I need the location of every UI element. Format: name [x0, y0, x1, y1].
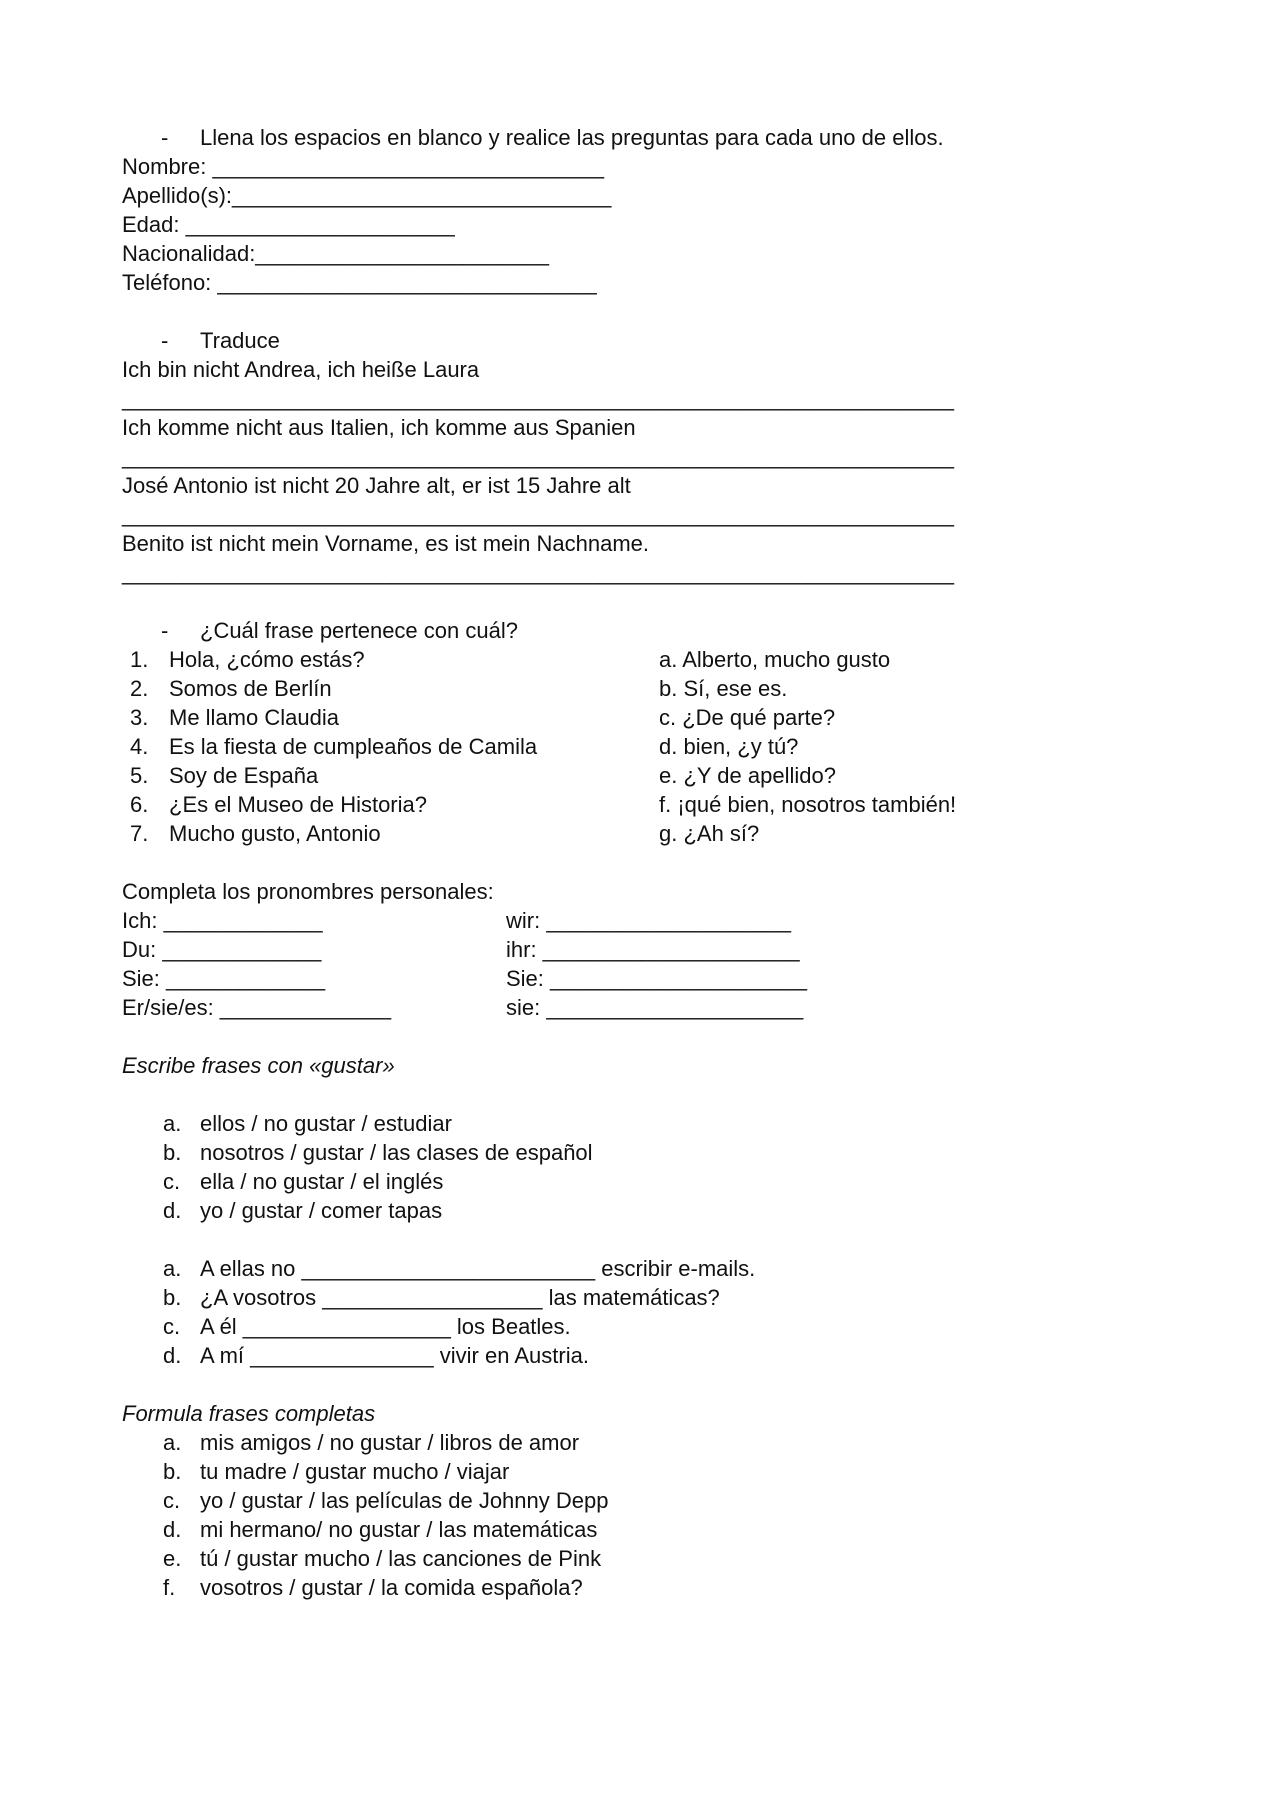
list-item: ella / no gustar / el inglés [200, 1169, 444, 1194]
section1-bullet: - [161, 125, 169, 150]
translate-sentence-3: José Antonio ist nicht 20 Jahre alt, er ist 15 Jahre alt [122, 473, 631, 498]
list-item: yo / gustar / comer tapas [200, 1198, 443, 1223]
list-letter: b. [163, 1140, 182, 1165]
list-letter: e. [163, 1546, 182, 1571]
match-left-item: Es la fiesta de cumpleaños de Camila [169, 734, 538, 759]
field-telefono: Teléfono: _______________________________ [122, 270, 597, 295]
list-item: ellos / no gustar / estudiar [200, 1111, 452, 1136]
section6-heading: Formula frases completas [122, 1401, 376, 1426]
list-letter: c. [163, 1314, 181, 1339]
list-item: tú / gustar mucho / las canciones de Pink [200, 1546, 602, 1571]
match-right-item: f. ¡qué bien, nosotros también! [659, 792, 957, 817]
section3-bullet: - [161, 618, 169, 643]
match-left-item: Me llamo Claudia [169, 705, 339, 730]
match-right-item: a. Alberto, mucho gusto [659, 647, 891, 672]
match-right-item: e. ¿Y de apellido? [659, 763, 836, 788]
section1-instruction: Llena los espacios en blanco y realice las preguntas para cada uno de ellos. [200, 125, 944, 150]
answer-line-3: ____________________________________________________________________ [122, 502, 955, 527]
list-item: A él _________________ los Beatles. [200, 1314, 571, 1339]
section2-bullet: - [161, 328, 169, 353]
field-nombre: Nombre: ________________________________ [122, 154, 605, 179]
match-left-item: Somos de Berlín [169, 676, 332, 701]
list-item: mi hermano/ no gustar / las matemáticas [200, 1517, 598, 1542]
translate-sentence-4: Benito ist nicht mein Vorname, es ist mein Nachname. [122, 531, 650, 556]
match-left-num: 7. [130, 821, 149, 846]
pronoun-left: Du: _____________ [122, 937, 322, 962]
list-letter: a. [163, 1430, 182, 1455]
list-item: tu madre / gustar mucho / viajar [200, 1459, 510, 1484]
list-item: A ellas no ________________________ escribir e-mails. [200, 1256, 756, 1281]
pronoun-left: Sie: _____________ [122, 966, 326, 991]
list-letter: d. [163, 1343, 182, 1368]
translate-sentence-2: Ich komme nicht aus Italien, ich komme aus Spanien [122, 415, 636, 440]
answer-line-1: ____________________________________________________________________ [122, 386, 955, 411]
list-letter: b. [163, 1285, 182, 1310]
list-letter: d. [163, 1517, 182, 1542]
pronoun-right: wir: ____________________ [506, 908, 792, 933]
match-left-num: 6. [130, 792, 149, 817]
match-left-item: Hola, ¿cómo estás? [169, 647, 365, 672]
translate-sentence-1: Ich bin nicht Andrea, ich heiße Laura [122, 357, 480, 382]
match-left-item: ¿Es el Museo de Historia? [169, 792, 427, 817]
section5-heading: Escribe frases con «gustar» [122, 1053, 395, 1078]
answer-line-4: ____________________________________________________________________ [122, 560, 955, 585]
list-letter: c. [163, 1488, 181, 1513]
section3-heading: ¿Cuál frase pertenece con cuál? [200, 618, 518, 643]
section4-heading: Completa los pronombres personales: [122, 879, 494, 904]
pronoun-right: sie: _____________________ [506, 995, 804, 1020]
match-left-item: Soy de España [169, 763, 319, 788]
match-right-item: g. ¿Ah sí? [659, 821, 760, 846]
pronoun-right: ihr: _____________________ [506, 937, 800, 962]
list-item: ¿A vosotros __________________ las matemáticas? [200, 1285, 720, 1310]
match-right-item: d. bien, ¿y tú? [659, 734, 799, 759]
list-letter: f. [163, 1575, 176, 1600]
field-edad: Edad: ______________________ [122, 212, 455, 237]
list-item: A mí _______________ vivir en Austria. [200, 1343, 589, 1368]
match-left-num: 3. [130, 705, 149, 730]
section2-heading: Traduce [200, 328, 280, 353]
list-letter: d. [163, 1198, 182, 1223]
pronoun-left: Ich: _____________ [122, 908, 323, 933]
match-left-num: 4. [130, 734, 149, 759]
match-left-num: 2. [130, 676, 149, 701]
match-right-item: c. ¿De qué parte? [659, 705, 836, 730]
list-item: nosotros / gustar / las clases de español [200, 1140, 593, 1165]
field-nacionalidad: Nacionalidad:________________________ [122, 241, 549, 266]
pronoun-left: Er/sie/es: ______________ [122, 995, 392, 1020]
list-item: mis amigos / no gustar / libros de amor [200, 1430, 580, 1455]
pronoun-right: Sie: _____________________ [506, 966, 807, 991]
list-letter: c. [163, 1169, 181, 1194]
field-apellidos: Apellido(s):_______________________________ [122, 183, 612, 208]
list-letter: b. [163, 1459, 182, 1484]
match-left-num: 5. [130, 763, 149, 788]
match-left-item: Mucho gusto, Antonio [169, 821, 381, 846]
match-right-item: b. Sí, ese es. [659, 676, 788, 701]
list-letter: a. [163, 1256, 182, 1281]
list-letter: a. [163, 1111, 182, 1136]
list-item: vosotros / gustar / la comida española? [200, 1575, 583, 1600]
match-left-num: 1. [130, 647, 149, 672]
list-item: yo / gustar / las películas de Johnny Depp [200, 1488, 609, 1513]
answer-line-2: ____________________________________________________________________ [122, 444, 955, 469]
